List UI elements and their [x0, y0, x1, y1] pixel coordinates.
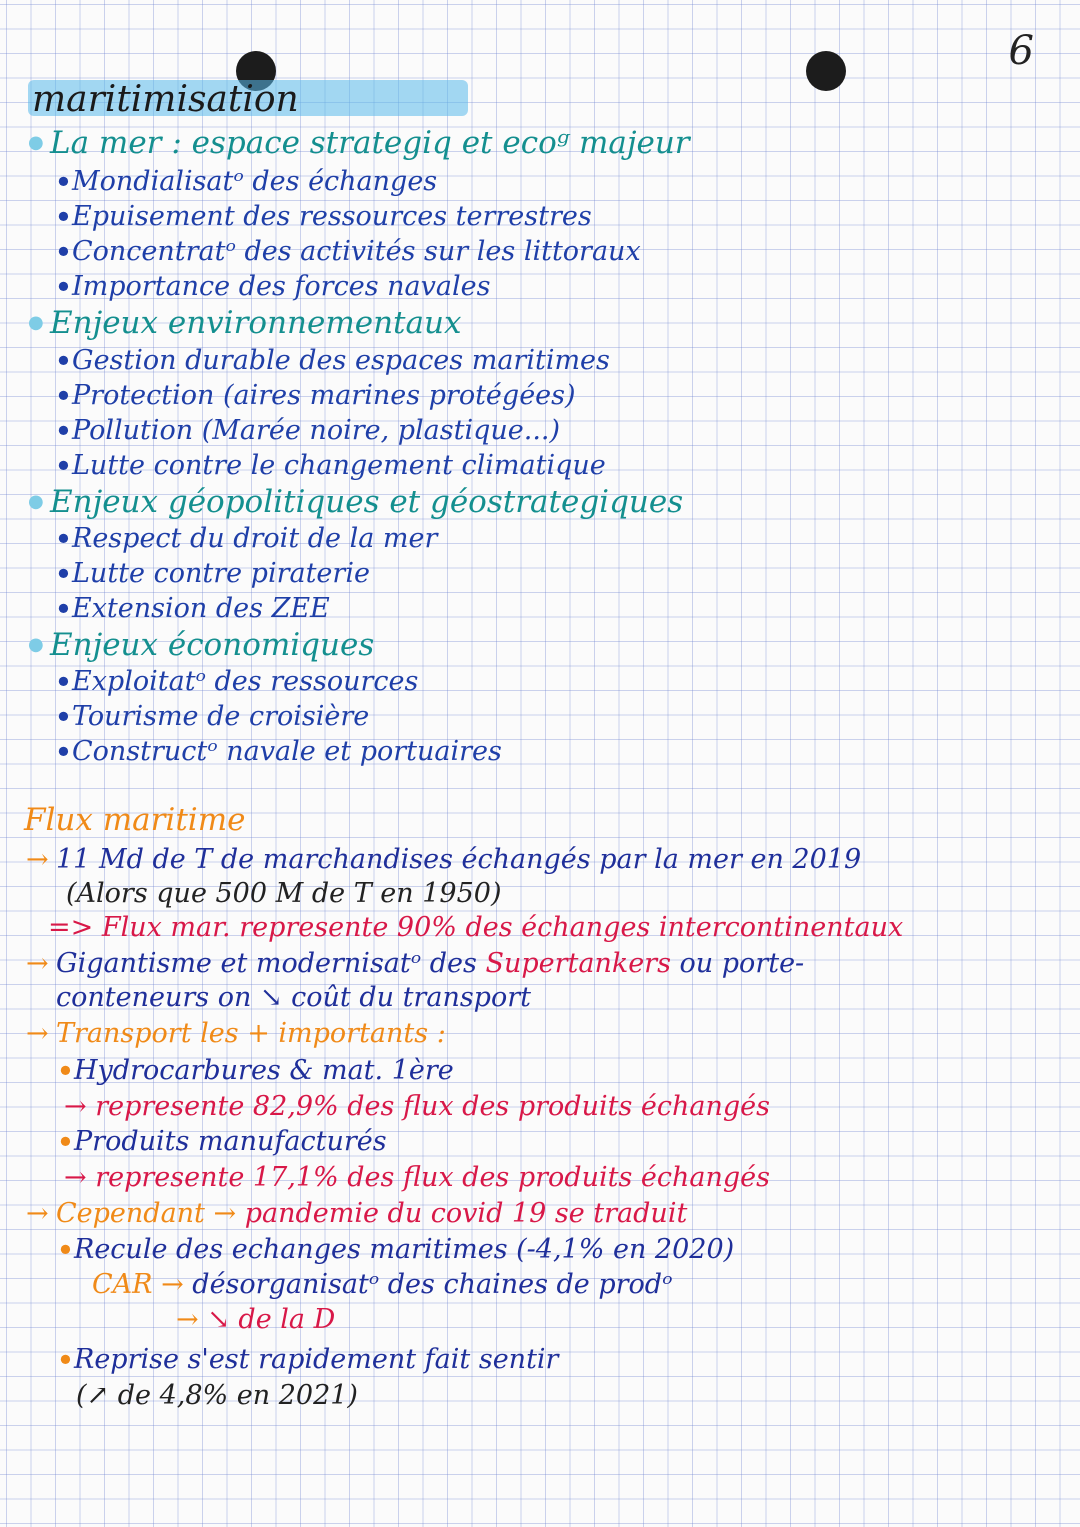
flux-heading: Flux maritime [24, 802, 246, 838]
flux-line: (↗ de 4,8% en 2021) [76, 1380, 358, 1411]
flux-text: désorganisatᵒ des chaines de prodᵒ [192, 1269, 673, 1300]
arrow-marker: → [26, 1018, 49, 1049]
flux-line-part [176, 1306, 335, 1333]
section-heading: ● Enjeux environnementaux [50, 308, 461, 339]
list-item: • Extension des ZEE [72, 595, 330, 622]
list-item: • Mondialisatᵒ des échanges [72, 168, 437, 195]
flux-text: ↘ de la D [207, 1304, 336, 1335]
arrow-marker: → [26, 948, 49, 979]
list-item: • Tourisme de croisière [72, 703, 369, 730]
flux-bullet: • Recule des echanges maritimes (-4,1% en 2020) [74, 1236, 734, 1263]
arrow-marker: → [26, 1198, 49, 1229]
list-item: • Respect du droit de la mer [72, 525, 437, 552]
flux-bullet: • Produits manufacturés [74, 1128, 387, 1155]
section-heading: ● Enjeux économiques [50, 630, 374, 661]
flux-line: → represente 82,9% des flux des produits échangés [64, 1091, 770, 1122]
list-item: • Constructᵒ navale et portuaires [72, 738, 502, 765]
list-item: • Lutte contre piraterie [72, 560, 370, 587]
page-number: 6 [1008, 28, 1034, 74]
flux-text: CAR → [92, 1269, 184, 1300]
flux-bullet: • Reprise s'est rapidement fait sentir [74, 1346, 558, 1373]
page-title: maritimisation [32, 79, 299, 120]
list-item: • Importance des forces navales [72, 273, 490, 300]
arrow-marker: → [26, 844, 49, 875]
list-item: • Exploitatᵒ des ressources [72, 668, 418, 695]
flux-line: => Flux mar. represente 90% des échanges intercontinentaux [48, 912, 904, 943]
flux-line: → represente 17,1% des flux des produits échangés [64, 1162, 770, 1193]
flux-line: conteneurs on ↘ coût du transport [56, 982, 531, 1013]
flux-line: 11 Md de T de marchandises échangés par la mer en 2019 [56, 844, 862, 875]
section-heading: ● Enjeux géopolitiques et géostrategiques [50, 487, 683, 518]
flux-line-part [56, 1200, 687, 1227]
section-heading: ● La mer : espace strategiq et ecoᵍ majeur [50, 128, 690, 159]
flux-line: (Alors que 500 M de T en 1950) [66, 878, 502, 909]
flux-line-part [56, 950, 804, 977]
flux-bullet: • Hydrocarbures & mat. 1ère [74, 1057, 454, 1084]
list-item: • Epuisement des ressources terrestres [72, 203, 592, 230]
flux-text: pandemie du covid 19 se traduit [244, 1198, 688, 1229]
flux-line-part [92, 1271, 673, 1298]
flux-text: Gigantisme et modernisatᵒ des [56, 948, 477, 979]
flux-text: ou porte- [679, 948, 805, 979]
flux-keyword: Supertankers [485, 948, 671, 979]
list-item: • Protection (aires marines protégées) [72, 382, 576, 409]
flux-line: Transport les + importants : [56, 1018, 446, 1049]
list-item: • Pollution (Marée noire, plastique...) [72, 417, 560, 444]
binder-hole-right [806, 51, 846, 91]
flux-text: Cependant → [56, 1198, 237, 1229]
flux-text: → [176, 1304, 199, 1335]
list-item: • Concentratᵒ des activités sur les littoraux [72, 238, 641, 265]
list-item: • Lutte contre le changement climatique [72, 452, 606, 479]
list-item: • Gestion durable des espaces maritimes [72, 347, 610, 374]
